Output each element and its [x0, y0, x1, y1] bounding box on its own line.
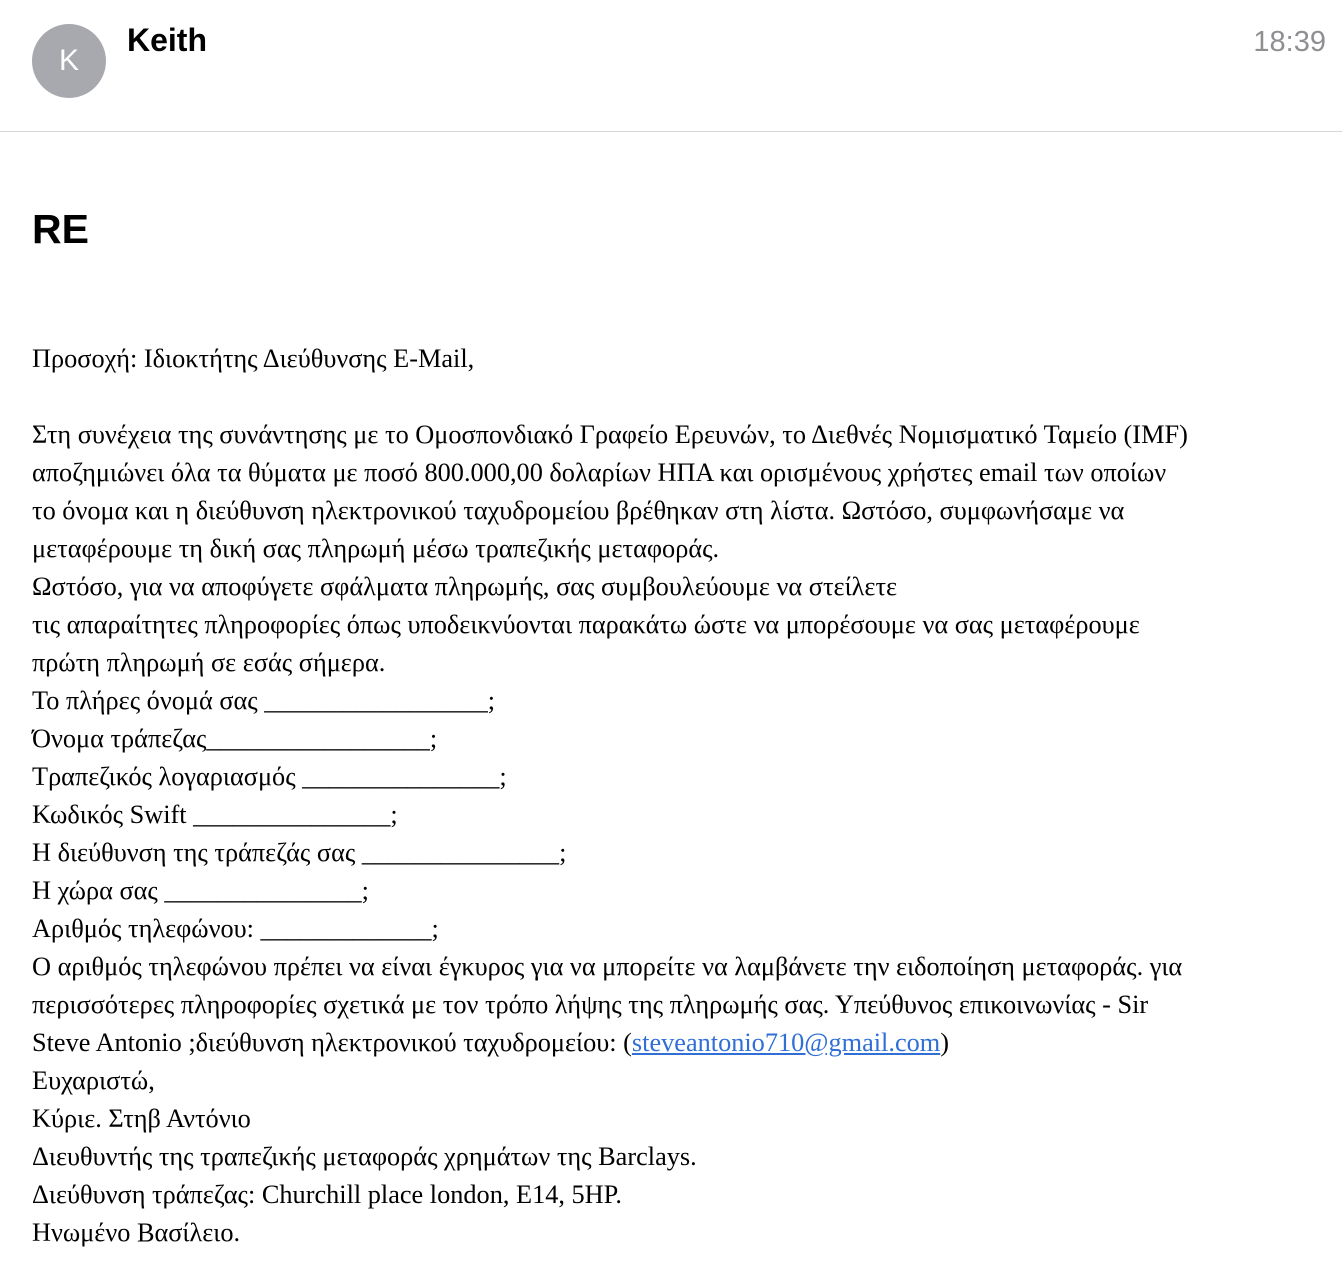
message-time: 18:39: [1253, 26, 1326, 58]
form-line-swift-code: Κωδικός Swift _______________;: [32, 800, 398, 829]
body-line: τις απαραίτητες πληροφορίες όπως υποδεικνύονται παρακάτω ώστε να μπορέσουμε να σας μεταφέρουμε: [32, 610, 1140, 639]
signature-line: Διευθυντής της τραπεζικής μεταφοράς χρημάτων της Barclays.: [32, 1142, 697, 1171]
signature-line: Διεύθυνση τράπεζας: Churchill place london, E14, 5HP.: [32, 1180, 622, 1209]
sender-name[interactable]: Keith: [127, 22, 207, 58]
contact-email-link[interactable]: steveantonio710@gmail.com: [631, 1028, 941, 1057]
body-line: Ωστόσο, για να αποφύγετε σφάλματα πληρωμής, σας συμβουλεύουμε να στείλετε: [32, 572, 898, 601]
signature-line: Ευχαριστώ,: [32, 1066, 155, 1095]
body-line: αποζημιώνει όλα τα θύματα με ποσό 800.000,00 δολαρίων ΗΠΑ και ορισμένους χρήστες email των οποίων: [32, 458, 1167, 487]
contact-prefix: Steve Antonio ;διεύθυνση ηλεκτρονικού ταχυδρομείου: (: [32, 1028, 632, 1057]
signature-line: Ηνωμένο Βασίλειο.: [32, 1218, 241, 1247]
contact-suffix: ): [940, 1028, 949, 1057]
message-subject: RE: [32, 206, 89, 252]
blank-line: [32, 378, 1332, 416]
signature-line: Κύριε. Στηβ Αντόνιο: [32, 1104, 251, 1133]
body-line: Στη συνέχεια της συνάντησης με το Ομοσπονδιακό Γραφείο Ερευνών, το Διεθνές Νομισματικό Ταμείο (IMF): [32, 420, 1188, 449]
message-header: [0, 0, 1342, 132]
notice-line: Ο αριθμός τηλεφώνου πρέπει να είναι έγκυρος για να μπορείτε να λαμβάνετε την ειδοποίηση μεταφοράς. για: [32, 952, 1183, 981]
greeting-line: Προσοχή: Ιδιοκτήτης Διεύθυνσης E-Mail,: [32, 344, 475, 373]
form-line-country: Η χώρα σας _______________;: [32, 876, 369, 905]
message-body: [32, 340, 1332, 1252]
body-line: το όνομα και η διεύθυνση ηλεκτρονικού ταχυδρομείου βρέθηκαν στη λίστα. Ωστόσο, συμφωνήσαμε να: [32, 496, 1125, 525]
form-line-bank-name: Όνομα τράπεζας_________________;: [32, 724, 438, 753]
form-line-bank-account: Τραπεζικός λογαριασμός _______________;: [32, 762, 507, 791]
form-line-bank-address: Η διεύθυνση της τράπεζάς σας _______________;: [32, 838, 567, 867]
body-line: πρώτη πληρωμή σε εσάς σήμερα.: [32, 648, 386, 677]
contact-line: [32, 1024, 1332, 1062]
form-line-phone: Αριθμός τηλεφώνου: _____________;: [32, 914, 439, 943]
sender-avatar[interactable]: K: [32, 24, 106, 98]
form-line-full-name: Το πλήρες όνομά σας _________________;: [32, 686, 496, 715]
notice-line: περισσότερες πληροφορίες σχετικά με τον τρόπο λήψης της πληρωμής σας. Υπεύθυνος επικοινωνίας - Sir: [32, 990, 1149, 1019]
body-line: μεταφέρουμε τη δική σας πληρωμή μέσω τραπεζικής μεταφοράς.: [32, 534, 720, 563]
